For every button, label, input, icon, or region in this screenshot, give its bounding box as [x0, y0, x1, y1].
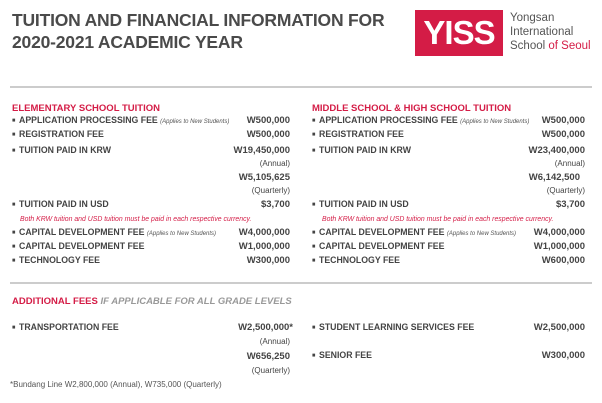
logo-text-1: Yongsan [510, 12, 555, 24]
page-title-line2: 2020-2021 ACADEMIC YEAR [12, 32, 243, 52]
divider [10, 282, 592, 284]
logo-text-school: School [510, 40, 549, 52]
es-tech-label: ■ TECHNOLOGY FEE [12, 255, 100, 266]
elementary-heading: ELEMENTARY SCHOOL TUITION [12, 103, 160, 114]
es-tech-value: W300,000 [246, 255, 290, 266]
es-krw-label: ■ TUITION PAID IN KRW [12, 145, 111, 156]
es-currency-note: Both KRW tuition and USD tuition must be paid in each respective currency. [20, 214, 252, 223]
hs-reg-fee-label: ■ REGISTRATION FEE [312, 129, 404, 140]
senior-label: ■ SENIOR FEE [312, 350, 372, 361]
es-annual-label: (Annual) [259, 159, 290, 168]
transport-quarterly: W656,250 [246, 351, 290, 362]
es-krw-annual: W19,450,000 [233, 145, 290, 156]
hs-reg-fee-value: W500,000 [541, 129, 585, 140]
transport-annual-label: (Annual) [259, 337, 290, 346]
es-app-fee-label: ■ APPLICATION PROCESSING FEE (Applies to New Students) [12, 115, 229, 126]
hs-tech-value: W600,000 [541, 255, 585, 266]
hs-quarterly-label: (Quarterly) [546, 186, 585, 195]
bundang-footnote: *Bundang Line W2,800,000 (Annual), W735,000 (Quarterly) [10, 380, 222, 389]
divider [10, 86, 592, 88]
es-reg-fee-label: ■ REGISTRATION FEE [12, 129, 104, 140]
yiss-logo-mark: YISS [415, 10, 503, 56]
es-usd-label: ■ TUITION PAID IN USD [12, 199, 109, 210]
sls-value: W2,500,000 [533, 322, 585, 333]
es-app-fee-value: W500,000 [246, 115, 290, 126]
secondary-heading: MIDDLE SCHOOL & HIGH SCHOOL TUITION [312, 103, 512, 114]
hs-annual-label: (Annual) [554, 159, 585, 168]
es-cap-new-value: W4,000,000 [238, 227, 290, 238]
hs-krw-label: ■ TUITION PAID IN KRW [312, 145, 411, 156]
page-title-line1: TUITION AND FINANCIAL INFORMATION FOR [12, 10, 385, 30]
transport-quarterly-label: (Quarterly) [251, 366, 290, 375]
hs-cap-new-label: ■ CAPITAL DEVELOPMENT FEE (Applies to New Students) [312, 227, 516, 238]
hs-currency-note: Both KRW tuition and USD tuition must be paid in each respective currency. [322, 214, 554, 223]
es-cap-label: ■ CAPITAL DEVELOPMENT FEE [12, 241, 144, 252]
additional-heading: ADDITIONAL FEES IF APPLICABLE FOR ALL GRADE LEVELS [12, 296, 292, 307]
hs-usd-label: ■ TUITION PAID IN USD [312, 199, 409, 210]
es-cap-new-label: ■ CAPITAL DEVELOPMENT FEE (Applies to New Students) [12, 227, 216, 238]
logo-text-3 [510, 39, 591, 53]
senior-value: W300,000 [541, 350, 585, 361]
hs-krw-annual: W23,400,000 [528, 145, 585, 156]
es-quarterly-label: (Quarterly) [251, 186, 290, 195]
sls-label: ■ STUDENT LEARNING SERVICES FEE [312, 322, 474, 333]
hs-cap-value: W1,000,000 [533, 241, 585, 252]
logo-text-of-seoul: of Seoul [548, 40, 591, 52]
hs-cap-new-value: W4,000,000 [533, 227, 585, 238]
hs-app-fee-value: W500,000 [541, 115, 585, 126]
transport-annual: W2,500,000* [238, 322, 293, 333]
es-cap-value: W1,000,000 [238, 241, 290, 252]
es-usd-value: $3,700 [260, 199, 290, 210]
hs-tech-label: ■ TECHNOLOGY FEE [312, 255, 400, 266]
hs-cap-label: ■ CAPITAL DEVELOPMENT FEE [312, 241, 444, 252]
hs-app-fee-label: ■ APPLICATION PROCESSING FEE (Applies to New Students) [312, 115, 529, 126]
transport-label: ■ TRANSPORTATION FEE [12, 322, 119, 333]
hs-krw-quarterly: W6,142,500 [528, 172, 580, 183]
logo-text-2: International [510, 26, 574, 38]
hs-usd-value: $3,700 [555, 199, 585, 210]
es-krw-quarterly: W5,105,625 [238, 172, 290, 183]
es-reg-fee-value: W500,000 [246, 129, 290, 140]
